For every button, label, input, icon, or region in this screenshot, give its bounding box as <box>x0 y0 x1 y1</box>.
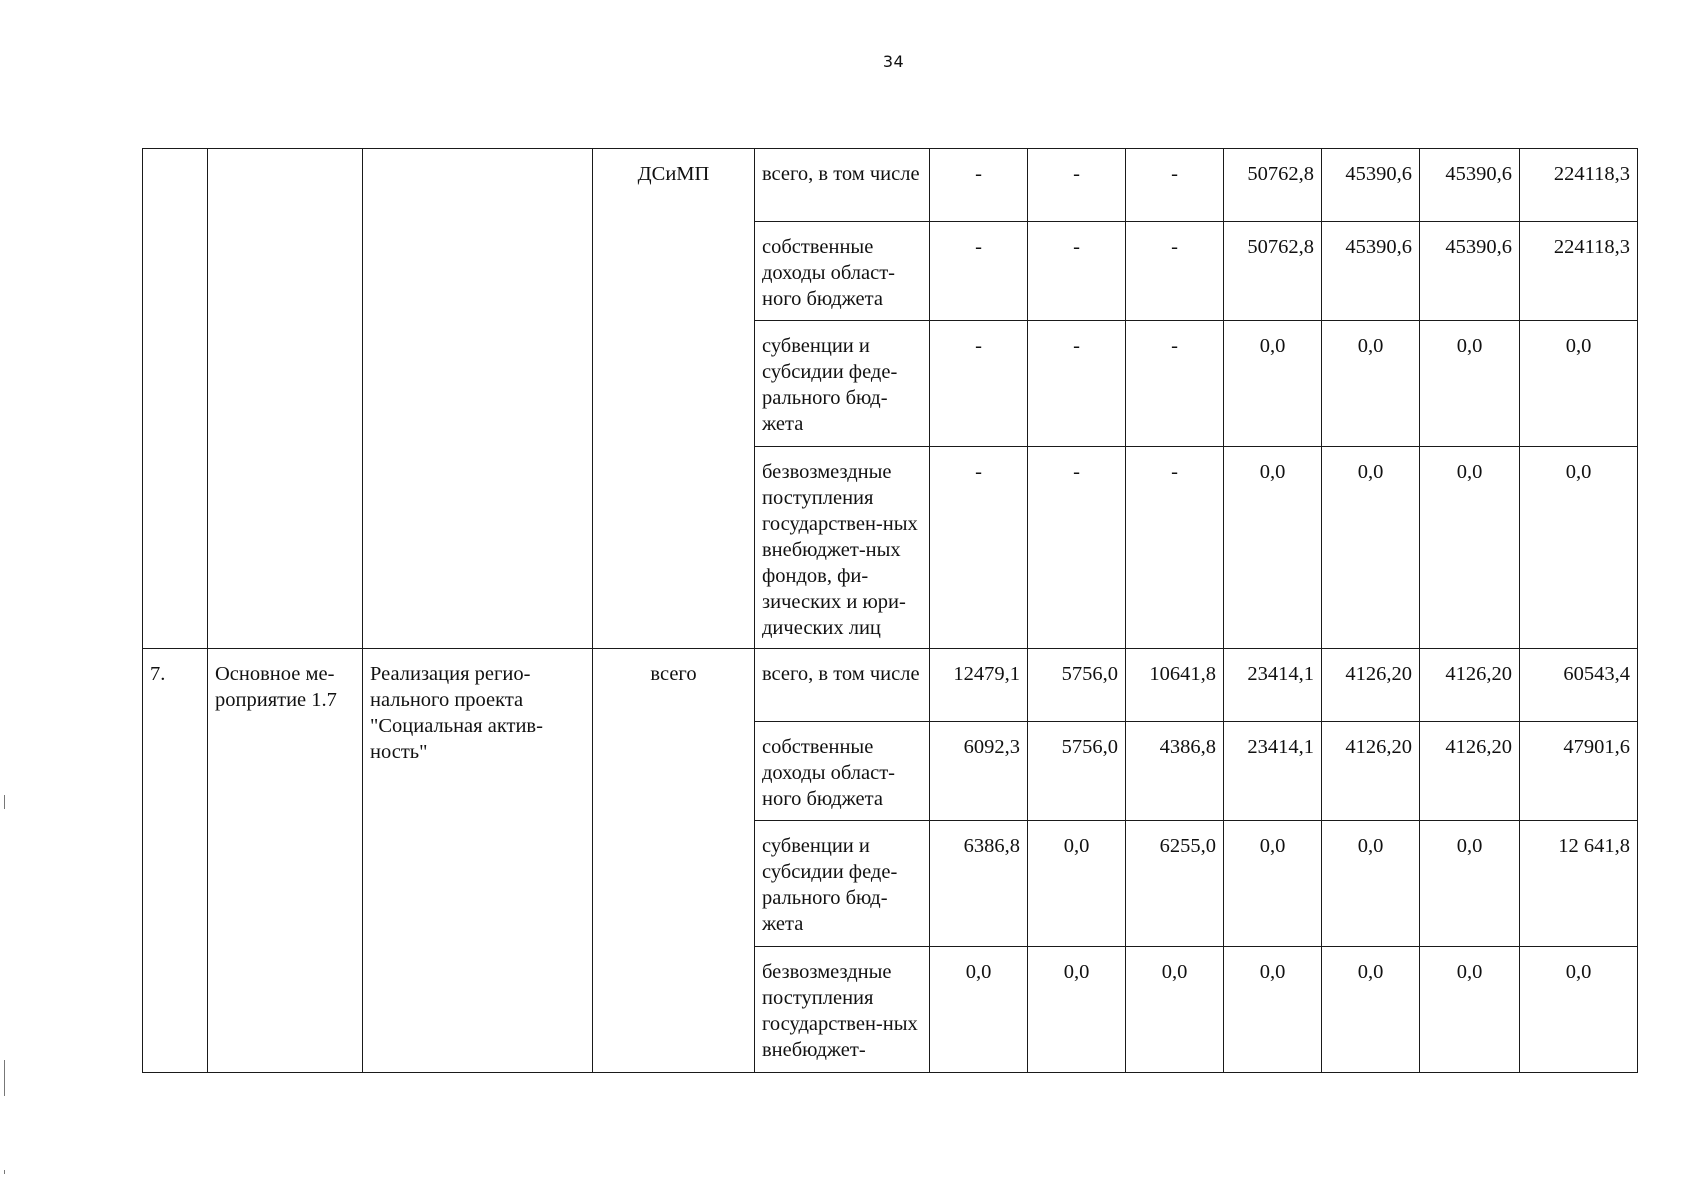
name-cell <box>363 149 593 649</box>
value-cell: 4386,8 <box>1126 722 1224 821</box>
number-cell <box>143 149 208 649</box>
value-cell: 0,0 <box>1520 321 1638 447</box>
value-cell: 4126,20 <box>1420 649 1520 722</box>
value-cell: 5756,0 <box>1028 722 1126 821</box>
value-cell: 6386,8 <box>930 821 1028 947</box>
scan-artifact <box>4 1060 5 1096</box>
value-cell: 10641,8 <box>1126 649 1224 722</box>
value-cell: 0,0 <box>1224 447 1322 649</box>
value-cell: - <box>1126 321 1224 447</box>
value-cell: - <box>1126 149 1224 222</box>
source-cell: всего, в том числе <box>755 149 930 222</box>
value-cell: 4126,20 <box>1322 649 1420 722</box>
value-cell: 0,0 <box>1420 821 1520 947</box>
value-cell: 4126,20 <box>1420 722 1520 821</box>
value-cell: 6255,0 <box>1126 821 1224 947</box>
value-cell: 45390,6 <box>1322 222 1420 321</box>
source-cell: субвенции и субсидии феде-рального бюд-жета <box>755 821 930 947</box>
value-cell: 0,0 <box>1322 947 1420 1073</box>
value-cell: - <box>1028 447 1126 649</box>
value-cell: 47901,6 <box>1520 722 1638 821</box>
value-cell: - <box>1126 222 1224 321</box>
value-cell: 224118,3 <box>1520 222 1638 321</box>
value-cell: 0,0 <box>1028 821 1126 947</box>
source-cell: собственные доходы област-ного бюджета <box>755 222 930 321</box>
value-cell: 224118,3 <box>1520 149 1638 222</box>
value-cell: - <box>930 447 1028 649</box>
value-cell: 60543,4 <box>1520 649 1638 722</box>
source-cell: всего, в том числе <box>755 649 930 722</box>
value-cell: 0,0 <box>1224 321 1322 447</box>
value-cell: - <box>1028 321 1126 447</box>
value-cell: 5756,0 <box>1028 649 1126 722</box>
measure-cell <box>208 149 363 649</box>
value-cell: - <box>1028 222 1126 321</box>
value-cell: 0,0 <box>1520 447 1638 649</box>
source-cell: субвенции и субсидии феде-рального бюд-жета <box>755 321 930 447</box>
source-cell: безвозмездные поступления государствен-ных внебюджет- <box>755 947 930 1073</box>
value-cell: 45390,6 <box>1420 149 1520 222</box>
scan-artifact <box>4 795 5 809</box>
source-cell: собственные доходы област-ного бюджета <box>755 722 930 821</box>
value-cell: - <box>930 149 1028 222</box>
value-cell: 0,0 <box>1322 447 1420 649</box>
value-cell: 12 641,8 <box>1520 821 1638 947</box>
value-cell: - <box>930 222 1028 321</box>
value-cell: 45390,6 <box>1322 149 1420 222</box>
value-cell: 0,0 <box>1420 321 1520 447</box>
executor-cell: ДСиМП <box>593 149 755 649</box>
value-cell: 0,0 <box>1322 821 1420 947</box>
value-cell: 45390,6 <box>1420 222 1520 321</box>
value-cell: 0,0 <box>1224 947 1322 1073</box>
value-cell: 0,0 <box>1224 821 1322 947</box>
value-cell: 0,0 <box>1028 947 1126 1073</box>
value-cell: 23414,1 <box>1224 649 1322 722</box>
value-cell: - <box>930 321 1028 447</box>
value-cell: 0,0 <box>1420 947 1520 1073</box>
table-row <box>143 649 1638 722</box>
scan-artifact <box>4 1170 5 1174</box>
value-cell: 0,0 <box>1322 321 1420 447</box>
executor-cell: всего <box>593 649 755 1073</box>
table-row <box>143 149 1638 222</box>
number-cell: 7. <box>143 649 208 1073</box>
value-cell: - <box>1028 149 1126 222</box>
value-cell: 0,0 <box>1520 947 1638 1073</box>
value-cell: 0,0 <box>1126 947 1224 1073</box>
name-cell: Реализация регио-нального проекта "Социальная актив-ность" <box>363 649 593 1073</box>
value-cell: - <box>1126 447 1224 649</box>
budget-table <box>142 148 1638 1073</box>
value-cell: 23414,1 <box>1224 722 1322 821</box>
value-cell: 50762,8 <box>1224 222 1322 321</box>
source-cell: безвозмездные поступления государствен-ных внебюджет-ных фондов, фи-зических и юри-дических лиц <box>755 447 930 649</box>
value-cell: 6092,3 <box>930 722 1028 821</box>
value-cell: 50762,8 <box>1224 149 1322 222</box>
page-number: 34 <box>882 52 905 71</box>
measure-cell: Основное ме-роприятие 1.7 <box>208 649 363 1073</box>
value-cell: 0,0 <box>930 947 1028 1073</box>
value-cell: 4126,20 <box>1322 722 1420 821</box>
value-cell: 0,0 <box>1420 447 1520 649</box>
value-cell: 12479,1 <box>930 649 1028 722</box>
